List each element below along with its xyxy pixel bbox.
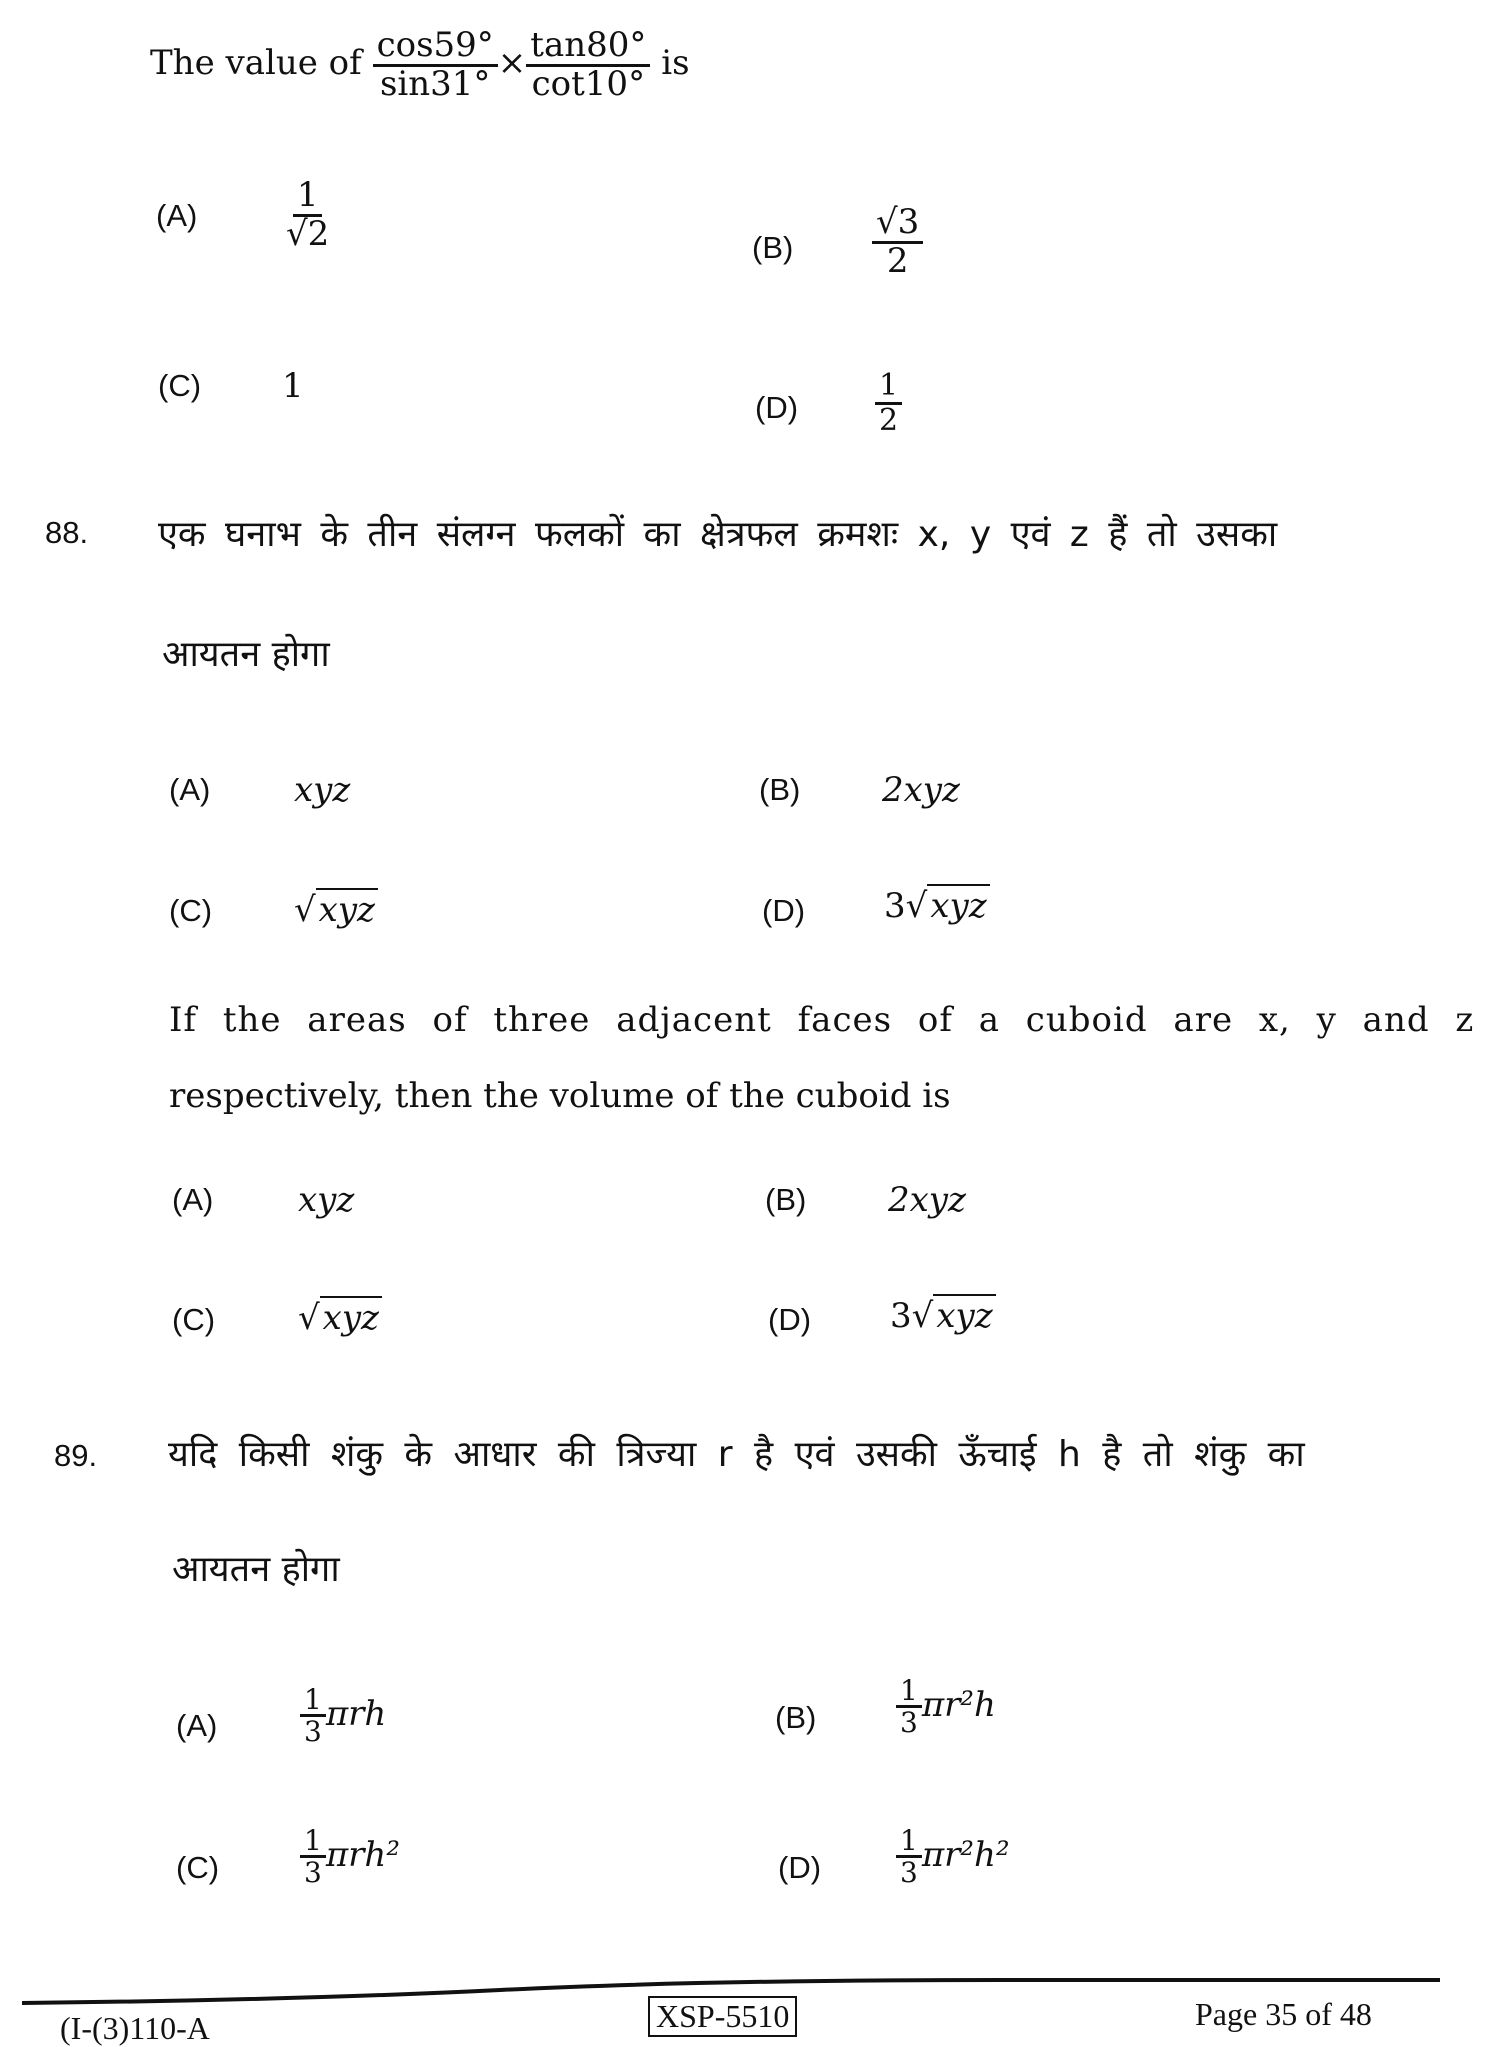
q89-option-b-label: (B) bbox=[775, 1700, 817, 1735]
radical-sign: √ bbox=[911, 1296, 934, 1336]
expression: πrh² bbox=[325, 1834, 400, 1875]
q89-option-c-label: (C) bbox=[176, 1850, 220, 1885]
coefficient: 3 bbox=[884, 886, 906, 926]
q87-option-c: 1 bbox=[282, 366, 304, 406]
q87-option-a bbox=[282, 175, 333, 254]
denominator: sin31° bbox=[379, 63, 491, 104]
q87-option-b bbox=[872, 202, 923, 281]
footer-paper-code: (I-(3)110-A bbox=[60, 2010, 210, 2046]
expression: πrh bbox=[325, 1693, 387, 1734]
q87-option-a-label: (A) bbox=[156, 198, 198, 233]
denominator: 2 bbox=[879, 402, 899, 438]
q88-en-option-d-label: (D) bbox=[768, 1302, 812, 1337]
q87-option-b-label: (B) bbox=[752, 230, 794, 265]
numerator: √3 bbox=[872, 205, 923, 244]
q89-option-d-label: (D) bbox=[778, 1850, 822, 1885]
q87-suffix: is bbox=[661, 43, 690, 84]
denominator: cot10° bbox=[531, 63, 646, 104]
expression: πr²h² bbox=[921, 1834, 1010, 1875]
q88-english-line-1: If the areas of three adjacent faces of a cuboid are x, y and z bbox=[169, 1000, 1475, 1040]
denominator: 3 bbox=[900, 1856, 918, 1890]
q88-en-option-b-label: (B) bbox=[765, 1182, 807, 1217]
q88-hi-option-d-label: (D) bbox=[762, 893, 806, 928]
q89-option-d bbox=[896, 1826, 1010, 1888]
denominator: 2 bbox=[886, 240, 909, 281]
q88-hi-option-a: xyz bbox=[294, 770, 351, 810]
denominator: 3 bbox=[900, 1706, 918, 1740]
numerator: tan80° bbox=[526, 28, 650, 67]
times-sign: × bbox=[497, 43, 527, 84]
denominator: √2 bbox=[286, 213, 330, 254]
q87-stem bbox=[150, 25, 690, 104]
radical-sign: √ bbox=[298, 1298, 320, 1338]
numerator: 1 bbox=[300, 1826, 326, 1858]
radical-sign: √ bbox=[294, 890, 316, 930]
numerator: 1 bbox=[293, 178, 323, 217]
q88-hindi-line-1: एक घनाभ के तीन संलग्न फलकों का क्षेत्रफल क्रमशः x, y एवं z हैं तो उसका bbox=[158, 514, 1278, 555]
q88-hi-option-b: 2xyz bbox=[882, 770, 960, 810]
numerator: 1 bbox=[896, 1676, 922, 1708]
q88-en-option-c-label: (C) bbox=[172, 1302, 216, 1337]
q88-hi-option-b-label: (B) bbox=[759, 772, 801, 807]
q89-hindi-line-2: आयतन होगा bbox=[172, 1549, 340, 1590]
numerator: 1 bbox=[300, 1685, 326, 1717]
q87-prefix: The value of bbox=[150, 43, 362, 84]
q88-en-option-d bbox=[890, 1296, 996, 1336]
denominator: 3 bbox=[304, 1856, 322, 1890]
numerator: 1 bbox=[875, 370, 902, 405]
q89-option-a bbox=[300, 1685, 386, 1747]
radicand: xyz bbox=[933, 1294, 995, 1336]
q88-hi-option-d bbox=[884, 886, 990, 926]
q88-en-option-a: xyz bbox=[298, 1180, 355, 1220]
radicand: xyz bbox=[927, 884, 989, 926]
expression: πr²h bbox=[921, 1684, 996, 1725]
q87-option-d-label: (D) bbox=[755, 390, 799, 425]
q87-fraction-2 bbox=[526, 25, 650, 104]
q88-en-option-c bbox=[298, 1298, 382, 1338]
q87-option-c-label: (C) bbox=[158, 368, 202, 403]
q88-en-option-b: 2xyz bbox=[888, 1180, 966, 1220]
q89-hindi-line-1: यदि किसी शंकु के आधार की त्रिज्या r है एवं उसकी ऊँचाई h है तो शंकु का bbox=[168, 1434, 1305, 1475]
q87-fraction-1 bbox=[373, 25, 498, 104]
footer-page-number: Page 35 of 48 bbox=[1195, 1996, 1372, 2032]
radical-sign: √ bbox=[905, 886, 928, 926]
numerator: 1 bbox=[896, 1826, 922, 1858]
q88-hi-option-a-label: (A) bbox=[169, 772, 211, 807]
q89-option-c bbox=[300, 1826, 400, 1888]
q87-option-d bbox=[875, 370, 902, 436]
radicand: xyz bbox=[316, 888, 378, 930]
q88-english-line-2: respectively, then the volume of the cuboid is bbox=[169, 1076, 951, 1116]
numerator: cos59° bbox=[373, 28, 498, 67]
radicand: xyz bbox=[320, 1296, 382, 1338]
footer-series-code: XSP-5510 bbox=[648, 1996, 797, 2037]
q88-hi-option-c bbox=[294, 890, 378, 930]
q88-hindi-line-2: आयतन होगा bbox=[162, 634, 330, 675]
coefficient: 3 bbox=[890, 1296, 912, 1336]
q88-hi-option-c-label: (C) bbox=[169, 893, 213, 928]
q89-option-a-label: (A) bbox=[176, 1708, 218, 1743]
q89-number: 89. bbox=[54, 1438, 98, 1473]
q88-number: 88. bbox=[45, 515, 89, 550]
q88-en-option-a-label: (A) bbox=[172, 1182, 214, 1217]
denominator: 3 bbox=[304, 1715, 322, 1749]
q89-option-b bbox=[896, 1676, 996, 1738]
